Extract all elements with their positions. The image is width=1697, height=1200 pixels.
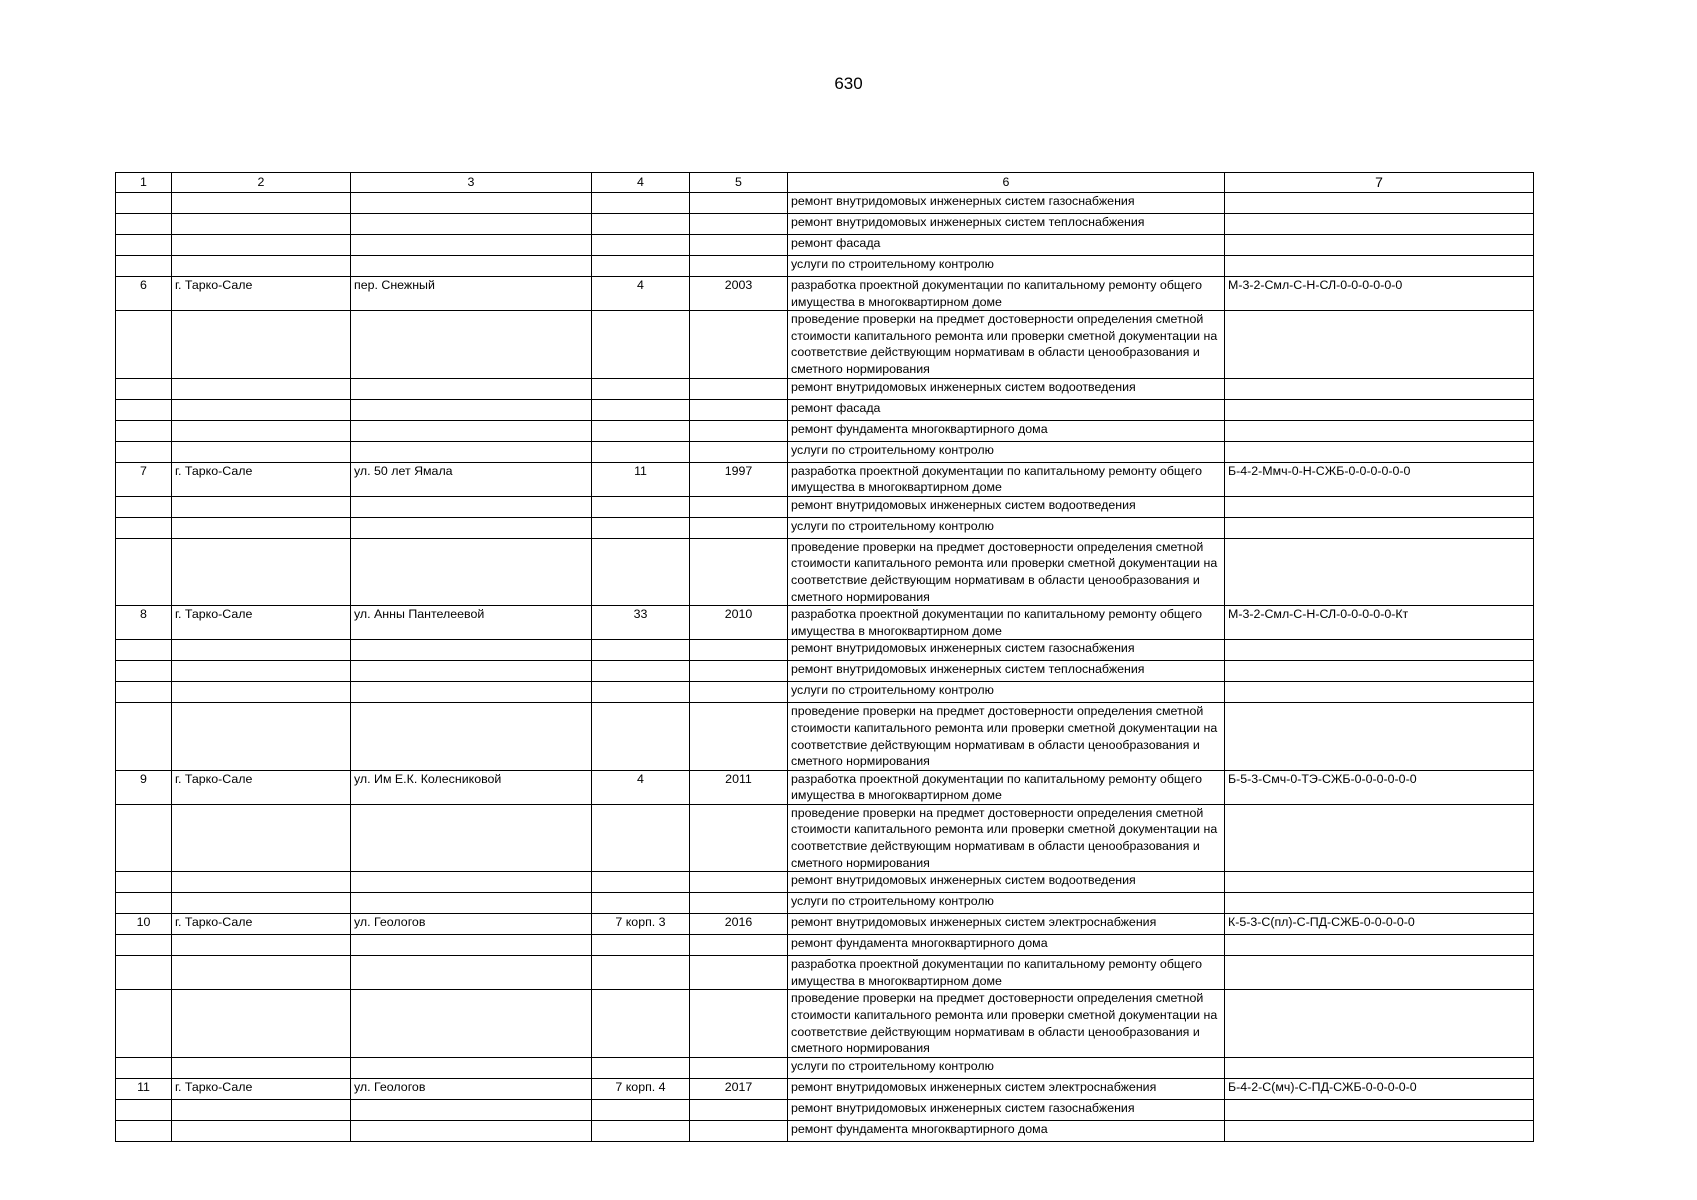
- street-cell: [351, 872, 592, 893]
- table-row: [116, 990, 1534, 1057]
- city-cell: [172, 441, 351, 462]
- work-type-cell: ремонт внутридомовых инженерных систем газоснабжения: [788, 1099, 1225, 1120]
- work-type-cell: ремонт внутридомовых инженерных систем водоотведения: [788, 378, 1225, 399]
- year-cell: 2017: [690, 1078, 788, 1099]
- header-cell-6: 6: [788, 173, 1225, 193]
- row-number-cell: [116, 496, 172, 517]
- year-cell: [690, 935, 788, 956]
- header-cell-4: 4: [592, 173, 690, 193]
- house-code-cell: [1225, 538, 1534, 605]
- house-code-cell: [1225, 935, 1534, 956]
- house-number-cell: [592, 804, 690, 871]
- house-code-cell: [1225, 1057, 1534, 1078]
- city-cell: [172, 893, 351, 914]
- house-number-cell: [592, 235, 690, 256]
- house-code-cell: [1225, 256, 1534, 277]
- row-number-cell: [116, 893, 172, 914]
- city-cell: [172, 193, 351, 214]
- table-row: [116, 441, 1534, 462]
- work-type-cell: ремонт внутридомовых инженерных систем газоснабжения: [788, 640, 1225, 661]
- table-row: [116, 399, 1534, 420]
- year-cell: 2010: [690, 606, 788, 640]
- city-cell: г. Тарко-Сале: [172, 770, 351, 804]
- table-body: [116, 193, 1534, 1142]
- house-code-cell: [1225, 214, 1534, 235]
- year-cell: 2011: [690, 770, 788, 804]
- work-type-cell: ремонт внутридомовых инженерных систем электроснабжения: [788, 1078, 1225, 1099]
- table-row: [116, 538, 1534, 605]
- row-number-cell: [116, 420, 172, 441]
- city-cell: г. Тарко-Сале: [172, 277, 351, 311]
- house-number-cell: [592, 311, 690, 378]
- street-cell: [351, 1099, 592, 1120]
- table-row: [116, 804, 1534, 871]
- house-number-cell: [592, 640, 690, 661]
- work-type-cell: ремонт фундамента многоквартирного дома: [788, 420, 1225, 441]
- table-row: [116, 682, 1534, 703]
- work-type-cell: проведение проверки на предмет достоверности определения сметной стоимости капитального ремонта или проверки сметной документации на соответствие действующим нормативам в области ценообразования и сметного нормирования: [788, 804, 1225, 871]
- work-type-cell: услуги по строительному контролю: [788, 1057, 1225, 1078]
- house-code-cell: [1225, 804, 1534, 871]
- street-cell: [351, 441, 592, 462]
- street-cell: ул. Геологов: [351, 914, 592, 935]
- table-row: [116, 606, 1534, 640]
- city-cell: [172, 420, 351, 441]
- city-cell: [172, 1057, 351, 1078]
- street-cell: ул. 50 лет Ямала: [351, 462, 592, 496]
- house-number-cell: [592, 682, 690, 703]
- row-number-cell: 6: [116, 277, 172, 311]
- house-number-cell: 4: [592, 770, 690, 804]
- street-cell: [351, 893, 592, 914]
- house-code-cell: [1225, 703, 1534, 770]
- work-type-cell: ремонт внутридомовых инженерных систем водоотведения: [788, 496, 1225, 517]
- work-type-cell: проведение проверки на предмет достоверности определения сметной стоимости капитального ремонта или проверки сметной документации на соответствие действующим нормативам в области ценообразования и сметного нормирования: [788, 538, 1225, 605]
- row-number-cell: [116, 1057, 172, 1078]
- street-cell: ул. Геологов: [351, 1078, 592, 1099]
- house-code-cell: М-3-2-Смл-С-Н-СЛ-0-0-0-0-0-Кт: [1225, 606, 1534, 640]
- street-cell: [351, 193, 592, 214]
- year-cell: [690, 420, 788, 441]
- house-code-cell: [1225, 872, 1534, 893]
- house-number-cell: [592, 517, 690, 538]
- city-cell: г. Тарко-Сале: [172, 914, 351, 935]
- city-cell: [172, 661, 351, 682]
- table-row: [116, 420, 1534, 441]
- house-code-cell: [1225, 682, 1534, 703]
- row-number-cell: 10: [116, 914, 172, 935]
- house-number-cell: [592, 661, 690, 682]
- city-cell: [172, 640, 351, 661]
- city-cell: [172, 804, 351, 871]
- city-cell: [172, 256, 351, 277]
- house-number-cell: [592, 990, 690, 1057]
- city-cell: г. Тарко-Сале: [172, 462, 351, 496]
- house-code-cell: Б-4-2-Ммч-0-Н-СЖБ-0-0-0-0-0-0: [1225, 462, 1534, 496]
- house-code-cell: [1225, 517, 1534, 538]
- year-cell: [690, 378, 788, 399]
- street-cell: [351, 640, 592, 661]
- year-cell: [690, 538, 788, 605]
- street-cell: [351, 235, 592, 256]
- table-row: [116, 640, 1534, 661]
- city-cell: [172, 682, 351, 703]
- work-type-cell: ремонт внутридомовых инженерных систем газоснабжения: [788, 193, 1225, 214]
- year-cell: [690, 214, 788, 235]
- repair-schedule-table: [115, 172, 1534, 1142]
- city-cell: [172, 517, 351, 538]
- city-cell: [172, 956, 351, 990]
- year-cell: [690, 661, 788, 682]
- street-cell: [351, 496, 592, 517]
- house-code-cell: [1225, 893, 1534, 914]
- house-code-cell: [1225, 311, 1534, 378]
- work-type-cell: услуги по строительному контролю: [788, 256, 1225, 277]
- row-number-cell: [116, 682, 172, 703]
- table-row: [116, 893, 1534, 914]
- house-number-cell: [592, 399, 690, 420]
- header-cell-5: 5: [690, 173, 788, 193]
- house-number-cell: [592, 256, 690, 277]
- house-code-cell: [1225, 661, 1534, 682]
- row-number-cell: [116, 640, 172, 661]
- year-cell: [690, 872, 788, 893]
- row-number-cell: [116, 378, 172, 399]
- table-row: [116, 956, 1534, 990]
- street-cell: пер. Снежный: [351, 277, 592, 311]
- table-row: [116, 872, 1534, 893]
- row-number-cell: [116, 193, 172, 214]
- table-row: [116, 256, 1534, 277]
- year-cell: [690, 1120, 788, 1141]
- house-number-cell: [592, 441, 690, 462]
- house-code-cell: К-5-3-С(пл)-С-ПД-СЖБ-0-0-0-0-0: [1225, 914, 1534, 935]
- city-cell: [172, 872, 351, 893]
- year-cell: [690, 311, 788, 378]
- table-row: [116, 1057, 1534, 1078]
- house-number-cell: [592, 893, 690, 914]
- row-number-cell: 7: [116, 462, 172, 496]
- page-number: 630: [834, 74, 863, 93]
- header-cell-7: 7: [1225, 173, 1534, 193]
- year-cell: [690, 956, 788, 990]
- house-number-cell: 7 корп. 4: [592, 1078, 690, 1099]
- street-cell: [351, 256, 592, 277]
- street-cell: [351, 311, 592, 378]
- house-code-cell: [1225, 399, 1534, 420]
- row-number-cell: [116, 311, 172, 378]
- house-code-cell: [1225, 378, 1534, 399]
- work-type-cell: ремонт фундамента многоквартирного дома: [788, 1120, 1225, 1141]
- house-number-cell: 7 корп. 3: [592, 914, 690, 935]
- city-cell: [172, 935, 351, 956]
- street-cell: [351, 990, 592, 1057]
- year-cell: 2003: [690, 277, 788, 311]
- table-row: [116, 235, 1534, 256]
- house-code-cell: [1225, 496, 1534, 517]
- row-number-cell: [116, 256, 172, 277]
- row-number-cell: 8: [116, 606, 172, 640]
- table-row: [116, 703, 1534, 770]
- table-row: [116, 770, 1534, 804]
- table-row: [116, 1120, 1534, 1141]
- street-cell: ул. Им Е.К. Колесниковой: [351, 770, 592, 804]
- city-cell: [172, 378, 351, 399]
- work-type-cell: ремонт внутридомовых инженерных систем электроснабжения: [788, 914, 1225, 935]
- work-type-cell: услуги по строительному контролю: [788, 441, 1225, 462]
- work-type-cell: разработка проектной документации по капитальному ремонту общего имущества в многоквартирном доме: [788, 462, 1225, 496]
- row-number-cell: [116, 235, 172, 256]
- house-number-cell: 11: [592, 462, 690, 496]
- table-row: [116, 914, 1534, 935]
- house-number-cell: [592, 496, 690, 517]
- work-type-cell: услуги по строительному контролю: [788, 517, 1225, 538]
- year-cell: [690, 193, 788, 214]
- row-number-cell: [116, 441, 172, 462]
- city-cell: [172, 538, 351, 605]
- street-cell: [351, 682, 592, 703]
- house-code-cell: [1225, 990, 1534, 1057]
- row-number-cell: [116, 214, 172, 235]
- house-code-cell: [1225, 1099, 1534, 1120]
- table-row: [116, 462, 1534, 496]
- city-cell: [172, 703, 351, 770]
- year-cell: [690, 640, 788, 661]
- header-cell-3: 3: [351, 173, 592, 193]
- year-cell: [690, 893, 788, 914]
- street-cell: [351, 378, 592, 399]
- house-code-cell: [1225, 420, 1534, 441]
- work-type-cell: разработка проектной документации по капитальному ремонту общего имущества в многоквартирном доме: [788, 277, 1225, 311]
- table-row: [116, 1099, 1534, 1120]
- row-number-cell: [116, 1099, 172, 1120]
- table-row: [116, 378, 1534, 399]
- table-row: [116, 1078, 1534, 1099]
- street-cell: [351, 804, 592, 871]
- work-type-cell: разработка проектной документации по капитальному ремонту общего имущества в многоквартирном доме: [788, 606, 1225, 640]
- street-cell: [351, 517, 592, 538]
- year-cell: [690, 496, 788, 517]
- row-number-cell: 11: [116, 1078, 172, 1099]
- street-cell: [351, 956, 592, 990]
- street-cell: [351, 1120, 592, 1141]
- street-cell: ул. Анны Пантелеевой: [351, 606, 592, 640]
- year-cell: [690, 517, 788, 538]
- year-cell: [690, 399, 788, 420]
- street-cell: [351, 538, 592, 605]
- house-number-cell: [592, 1057, 690, 1078]
- work-type-cell: ремонт фасада: [788, 399, 1225, 420]
- house-number-cell: [592, 378, 690, 399]
- header-cell-2: 2: [172, 173, 351, 193]
- work-type-cell: ремонт фасада: [788, 235, 1225, 256]
- work-type-cell: услуги по строительному контролю: [788, 893, 1225, 914]
- header-row: [116, 173, 1534, 193]
- house-code-cell: Б-4-2-С(мч)-С-ПД-СЖБ-0-0-0-0-0: [1225, 1078, 1534, 1099]
- street-cell: [351, 935, 592, 956]
- row-number-cell: [116, 1120, 172, 1141]
- house-number-cell: [592, 420, 690, 441]
- house-code-cell: [1225, 235, 1534, 256]
- header-cell-1: 1: [116, 173, 172, 193]
- house-number-cell: [592, 703, 690, 770]
- street-cell: [351, 703, 592, 770]
- street-cell: [351, 214, 592, 235]
- year-cell: 2016: [690, 914, 788, 935]
- house-number-cell: [592, 956, 690, 990]
- year-cell: [690, 256, 788, 277]
- street-cell: [351, 399, 592, 420]
- row-number-cell: [116, 804, 172, 871]
- table-row: [116, 311, 1534, 378]
- city-cell: [172, 990, 351, 1057]
- table-row: [116, 935, 1534, 956]
- work-type-cell: проведение проверки на предмет достоверности определения сметной стоимости капитального ремонта или проверки сметной документации на соответствие действующим нормативам в области ценообразования и сметного нормирования: [788, 990, 1225, 1057]
- street-cell: [351, 420, 592, 441]
- table-row: [116, 214, 1534, 235]
- row-number-cell: [116, 399, 172, 420]
- house-number-cell: [592, 193, 690, 214]
- house-number-cell: [592, 538, 690, 605]
- year-cell: [690, 1057, 788, 1078]
- table-row: [116, 496, 1534, 517]
- house-code-cell: [1225, 193, 1534, 214]
- row-number-cell: [116, 538, 172, 605]
- row-number-cell: [116, 990, 172, 1057]
- city-cell: [172, 214, 351, 235]
- house-code-cell: [1225, 441, 1534, 462]
- house-code-cell: [1225, 956, 1534, 990]
- year-cell: [690, 990, 788, 1057]
- house-number-cell: [592, 1099, 690, 1120]
- house-number-cell: 33: [592, 606, 690, 640]
- street-cell: [351, 1057, 592, 1078]
- row-number-cell: [116, 661, 172, 682]
- year-cell: [690, 804, 788, 871]
- year-cell: [690, 441, 788, 462]
- house-number-cell: [592, 935, 690, 956]
- house-code-cell: М-3-2-Смл-С-Н-СЛ-0-0-0-0-0-0: [1225, 277, 1534, 311]
- house-number-cell: [592, 214, 690, 235]
- work-type-cell: разработка проектной документации по капитальному ремонту общего имущества в многоквартирном доме: [788, 956, 1225, 990]
- city-cell: [172, 399, 351, 420]
- city-cell: г. Тарко-Сале: [172, 1078, 351, 1099]
- table-row: [116, 661, 1534, 682]
- work-type-cell: услуги по строительному контролю: [788, 682, 1225, 703]
- year-cell: [690, 703, 788, 770]
- row-number-cell: [116, 956, 172, 990]
- table-row: [116, 277, 1534, 311]
- work-type-cell: проведение проверки на предмет достоверности определения сметной стоимости капитального ремонта или проверки сметной документации на соответствие действующим нормативам в области ценообразования и сметного нормирования: [788, 703, 1225, 770]
- city-cell: [172, 235, 351, 256]
- work-type-cell: разработка проектной документации по капитальному ремонту общего имущества в многоквартирном доме: [788, 770, 1225, 804]
- house-code-cell: [1225, 1120, 1534, 1141]
- row-number-cell: [116, 872, 172, 893]
- table-row: [116, 193, 1534, 214]
- row-number-cell: [116, 703, 172, 770]
- work-type-cell: ремонт внутридомовых инженерных систем водоотведения: [788, 872, 1225, 893]
- row-number-cell: [116, 935, 172, 956]
- city-cell: [172, 496, 351, 517]
- street-cell: [351, 661, 592, 682]
- house-code-cell: Б-5-3-Смч-0-ТЭ-СЖБ-0-0-0-0-0-0: [1225, 770, 1534, 804]
- city-cell: [172, 1120, 351, 1141]
- house-number-cell: 4: [592, 277, 690, 311]
- year-cell: 1997: [690, 462, 788, 496]
- row-number-cell: [116, 517, 172, 538]
- year-cell: [690, 235, 788, 256]
- year-cell: [690, 1099, 788, 1120]
- work-type-cell: проведение проверки на предмет достоверности определения сметной стоимости капитального ремонта или проверки сметной документации на соответствие действующим нормативам в области ценообразования и сметного нормирования: [788, 311, 1225, 378]
- work-type-cell: ремонт фундамента многоквартирного дома: [788, 935, 1225, 956]
- city-cell: [172, 311, 351, 378]
- city-cell: г. Тарко-Сале: [172, 606, 351, 640]
- house-code-cell: [1225, 640, 1534, 661]
- house-number-cell: [592, 1120, 690, 1141]
- house-number-cell: [592, 872, 690, 893]
- table-row: [116, 517, 1534, 538]
- row-number-cell: 9: [116, 770, 172, 804]
- work-type-cell: ремонт внутридомовых инженерных систем теплоснабжения: [788, 214, 1225, 235]
- work-type-cell: ремонт внутридомовых инженерных систем теплоснабжения: [788, 661, 1225, 682]
- city-cell: [172, 1099, 351, 1120]
- year-cell: [690, 682, 788, 703]
